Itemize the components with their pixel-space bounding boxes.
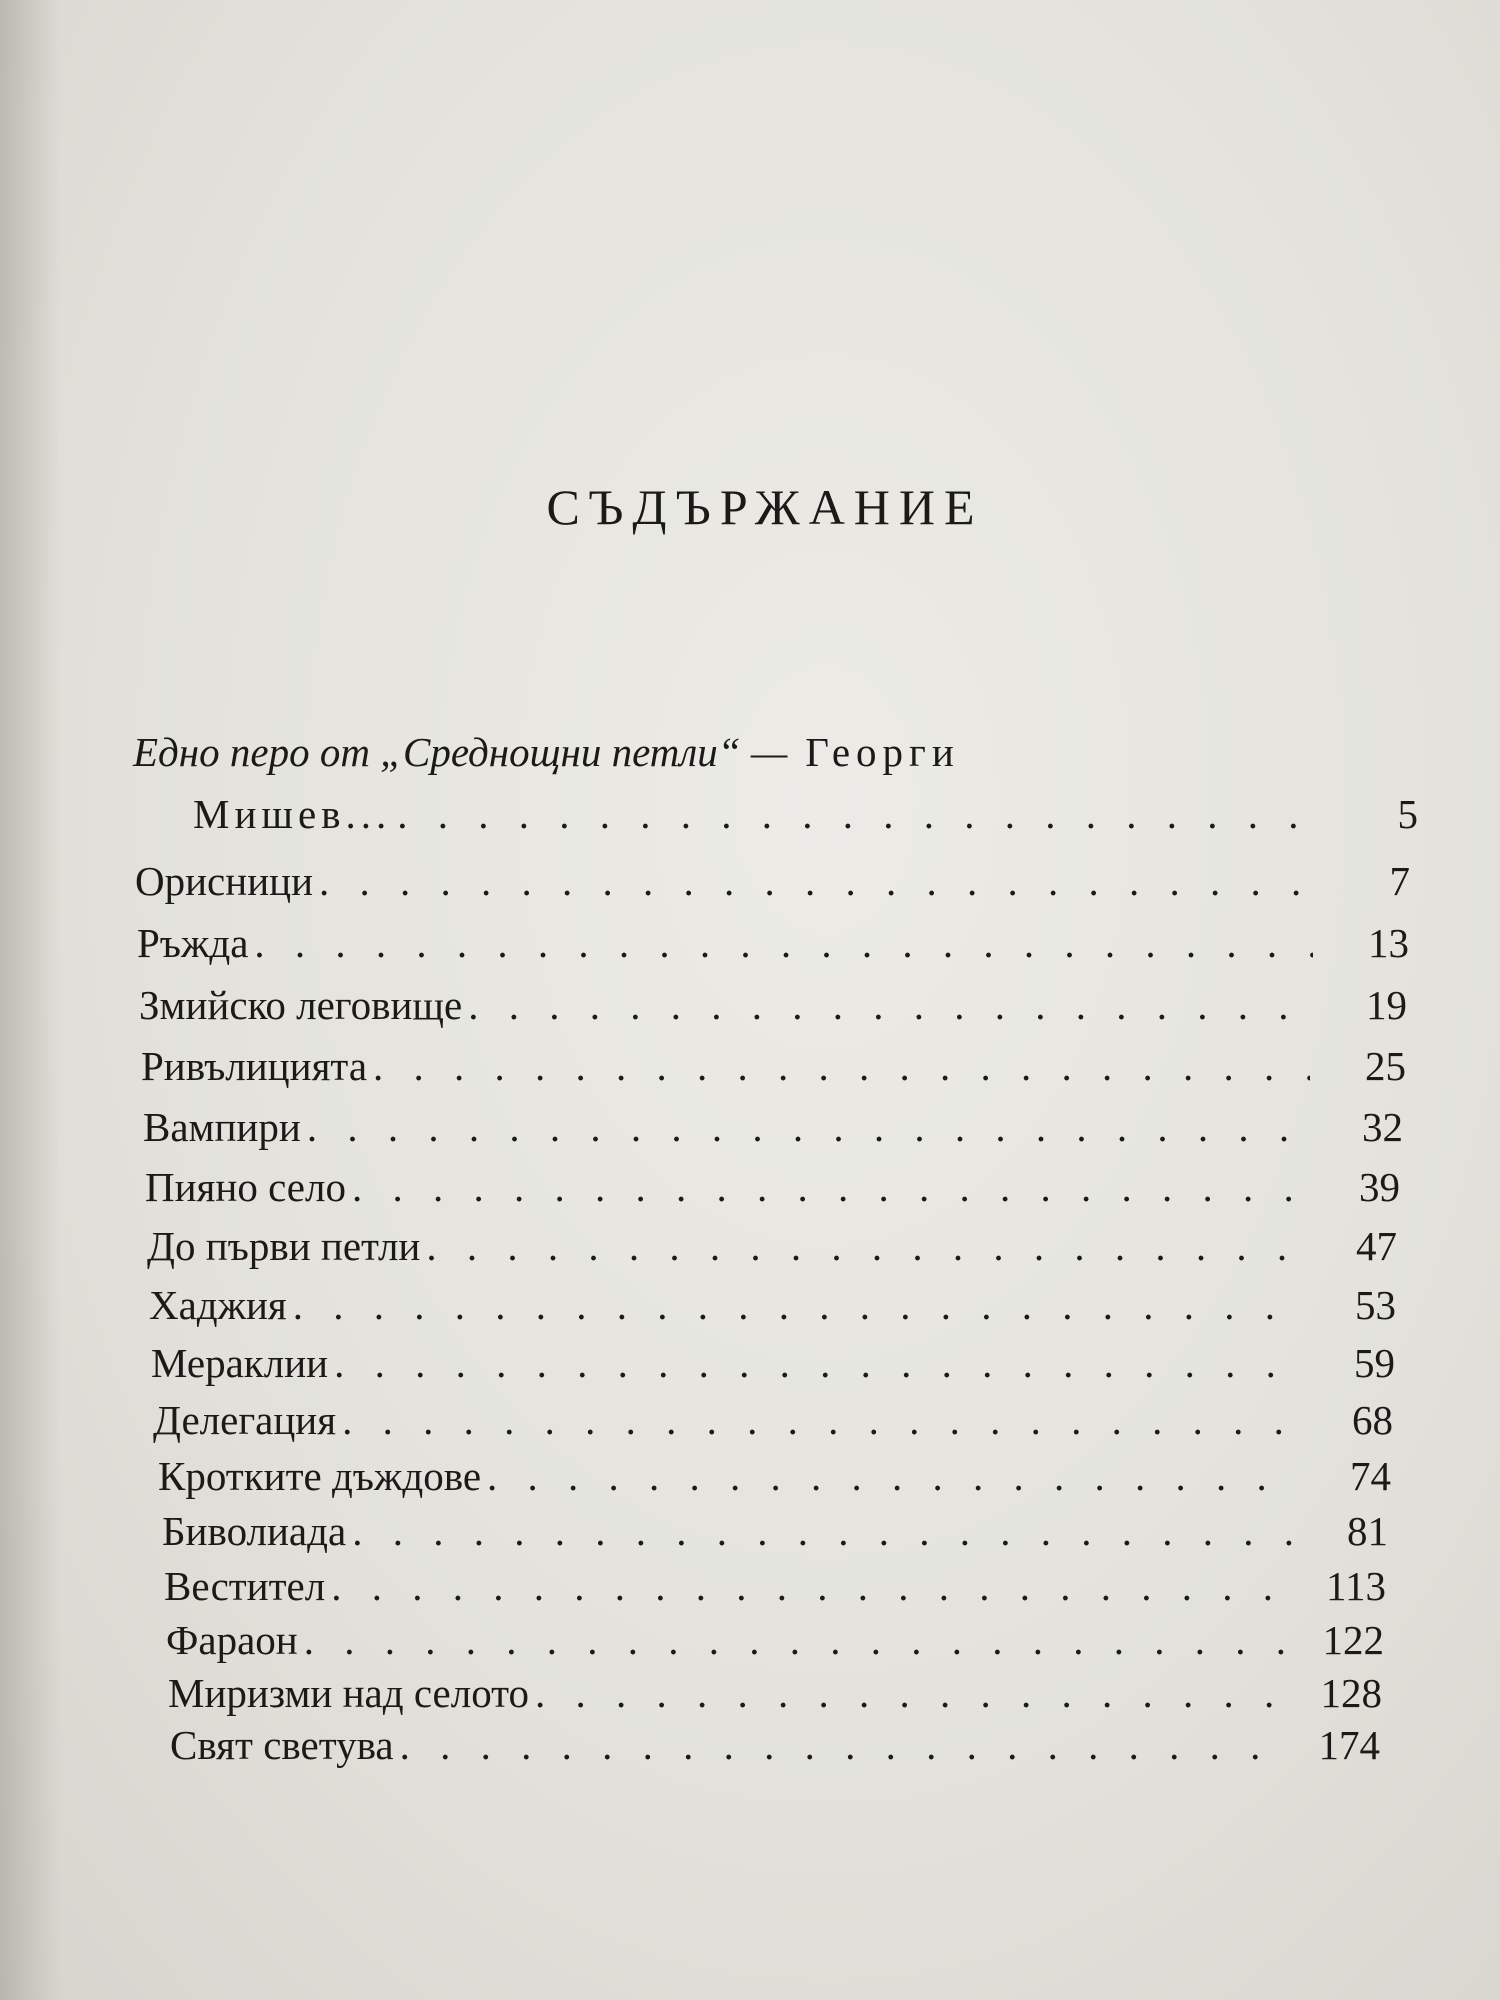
toc-entry-page-number: 25	[1365, 1043, 1406, 1089]
toc-entry	[145, 1163, 1400, 1211]
toc-entry-page-number: 39	[1359, 1164, 1400, 1210]
toc-leader-dots	[373, 1042, 1310, 1090]
toc-leader-dots	[319, 857, 1314, 905]
toc-intro-title: Едно перо от „Среднощни петли“ —	[133, 729, 788, 775]
toc-intro-line-1	[133, 728, 1283, 776]
toc-leader-dots	[254, 919, 1313, 967]
toc-leader-dots	[426, 1222, 1301, 1270]
toc-entry-page-number: 74	[1350, 1453, 1391, 1499]
toc-entry-title: Ръжда	[137, 920, 249, 966]
toc-entry-title: Миризми над селото	[168, 1670, 530, 1716]
toc-entry-page-number: 53	[1355, 1282, 1396, 1328]
toc-leader-dots	[331, 1562, 1290, 1610]
toc-entry	[166, 1616, 1384, 1664]
toc-entry	[139, 981, 1407, 1029]
page-title: СЪДЪРЖАНИЕ	[546, 479, 984, 535]
toc-entry-page-number: 68	[1352, 1397, 1393, 1443]
toc-entry	[135, 857, 1410, 905]
toc-entry-title: Орисници	[135, 858, 314, 904]
toc-entry-page-number: 174	[1318, 1722, 1380, 1768]
toc-entry-page-number: 32	[1362, 1104, 1403, 1150]
toc-intro-page-number: 5	[1397, 791, 1418, 837]
toc-leader-dots	[535, 1669, 1286, 1717]
toc-entry-title: Кротките дъждове	[158, 1453, 482, 1499]
toc-entry-page-number: 7	[1389, 858, 1410, 904]
toc-entry-page-number: 81	[1347, 1508, 1388, 1554]
toc-entry-title: Биволиада	[162, 1508, 347, 1554]
toc-entry-title: До първи петли	[147, 1223, 421, 1269]
toc-entry-title: Хаджия	[149, 1282, 287, 1328]
toc-entry-title: Мераклии	[151, 1340, 329, 1386]
toc-entry-title: Делегация	[153, 1397, 337, 1443]
toc-entry-page-number: 113	[1326, 1563, 1386, 1609]
toc-entry-title: Пияно село	[145, 1164, 346, 1210]
toc-leader-dots	[487, 1452, 1295, 1500]
toc-leader-dots	[468, 981, 1311, 1029]
toc-leader-dots	[342, 1396, 1297, 1444]
toc-entry	[151, 1339, 1395, 1387]
toc-entry-title: Вестител	[164, 1563, 326, 1609]
toc-entry	[137, 919, 1409, 967]
toc-leader-dots	[307, 1103, 1307, 1151]
toc-leader-dots	[304, 1616, 1288, 1664]
toc-leader-dots	[397, 790, 1322, 838]
toc-entry	[162, 1507, 1388, 1555]
toc-intro-author-last: Мишев...	[193, 791, 392, 837]
toc-entry-title: Фараон	[166, 1617, 298, 1663]
toc-entry-page-number: 47	[1356, 1223, 1397, 1269]
toc-entry	[143, 1103, 1403, 1151]
toc-leader-dots	[293, 1281, 1300, 1329]
toc-entry-title: Свят светува	[170, 1722, 394, 1768]
toc-entry	[149, 1281, 1396, 1329]
toc-entry	[158, 1452, 1391, 1500]
toc-leader-dots	[352, 1507, 1292, 1555]
toc-entry-page-number: 59	[1354, 1340, 1395, 1386]
toc-entry-page-number: 13	[1368, 920, 1409, 966]
toc-entry-page-number: 128	[1320, 1670, 1382, 1716]
toc-entry	[147, 1222, 1397, 1270]
toc-entry-title: Вампири	[143, 1104, 301, 1150]
toc-entry-page-number: 19	[1366, 982, 1407, 1028]
toc-intro-author-first: Георги	[805, 729, 960, 775]
toc-entry	[168, 1669, 1382, 1717]
toc-entry	[164, 1562, 1386, 1610]
toc-entry-page-number: 122	[1322, 1617, 1384, 1663]
toc-leader-dots	[334, 1339, 1299, 1387]
toc-intro-line-2	[193, 790, 1418, 838]
toc-leader-dots	[400, 1721, 1284, 1769]
toc-entry-title: Ривълицията	[141, 1043, 368, 1089]
toc-entry	[153, 1396, 1393, 1444]
toc-leader-dots	[352, 1163, 1304, 1211]
toc-entry	[170, 1721, 1380, 1769]
toc-entry	[141, 1042, 1406, 1090]
toc-entry-title: Змийско леговище	[139, 982, 463, 1028]
